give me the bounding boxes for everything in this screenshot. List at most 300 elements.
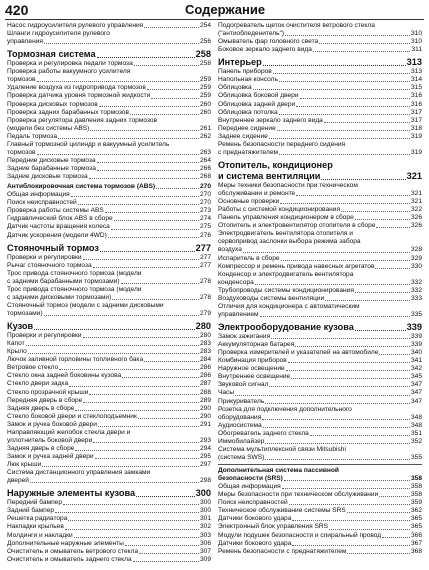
toc-entry [218,398,422,406]
dot-leader [269,138,410,139]
entry-page: 365 [410,515,422,523]
toc-entry [7,302,211,310]
dot-leader [71,196,199,197]
toc-entry-continuation [218,149,422,157]
entry-page: 274 [199,215,211,223]
toc-entry [218,182,422,190]
entry-text: Замок и ручка боковой двери [7,420,97,428]
entry-page: 333 [410,294,422,302]
dot-leader [253,89,410,90]
toc-entry-continuation [218,246,422,254]
toc-entry [218,117,422,125]
dot-leader [59,369,199,370]
entry-text: Проверки и регулировки [7,253,82,261]
entry-page: 279 [199,310,211,317]
toc-entry [7,68,211,76]
entry-text: управлением [218,310,259,318]
entry-text: Стекло окна задней боковины кузова [7,372,122,380]
entry-text: Прикуриватель [218,397,265,405]
entry-page: 286 [199,364,211,372]
entry-text: Молдинги и накладки [7,531,73,539]
entry-text: Очиститель и омыватель заднего стекла [7,555,132,563]
toc-entry [7,515,211,523]
dot-leader [325,300,410,301]
dot-leader [296,106,410,107]
dot-leader [277,130,410,131]
dot-leader [93,267,199,268]
toc-entry [218,206,422,214]
subsection-heading [7,183,211,191]
entry-text: Поиск неисправностей [7,199,77,207]
entry-text: Переднее сидение [218,124,276,132]
entry-page: 293 [199,436,211,444]
entry-text: Компрессор и ремень привода навесных агрегатов [218,262,375,270]
entry-page: 273 [199,207,211,215]
toc-entry [218,406,422,414]
toc-left-column [7,22,211,564]
section-title-line: Отопитель, кондиционер [218,159,333,170]
entry-text: Розетка для подключения дополнительного [218,405,352,413]
toc-entry [7,215,211,223]
dot-leader [292,545,410,546]
entry-text: Проверка регулятора давления задних тормозов [7,116,158,124]
entry-page: 259 [199,84,211,92]
entry-page: 311 [411,46,422,54]
dot-leader [347,553,410,554]
dot-leader [300,98,410,99]
entry-text: Удаление воздуха из гидропривода тормозов [7,84,146,92]
dot-leader [263,427,410,428]
dot-leader [313,51,411,52]
entry-text: Трубопроводы системы кондиционирования [218,286,354,294]
entry-text: Основные проверки [218,198,280,206]
dot-leader [28,353,199,354]
entry-text: Гидравлический блок ABS в сборе [7,215,113,223]
toc-entry-continuation [7,310,211,318]
entry-text: Общая информация [218,483,281,491]
toc-entry [218,357,422,365]
entry-text: воздуха [218,246,242,254]
section-page: 339 [406,322,422,332]
dot-leader [269,386,410,387]
entry-text: тормозов [7,148,36,156]
section-heading [7,321,211,332]
toc-entry [218,523,422,531]
dot-leader [133,561,199,562]
dot-leader [93,442,199,443]
toc-entry [218,438,422,446]
toc-entry [218,540,422,548]
toc-entry [7,262,211,270]
entry-text: с преднатяжителем [218,148,279,156]
dot-leader [83,259,199,260]
dot-leader [111,229,199,230]
entry-page: 347 [410,397,422,405]
dot-leader [37,154,199,155]
entry-text: Дополнительные наружные элементы [7,539,124,547]
dot-leader [355,292,410,293]
entry-text: Замок зажигания [218,333,271,340]
toc-entry-continuation [7,477,211,485]
dot-leader [75,410,199,411]
entry-page: 366 [410,531,422,539]
toc-entry [218,22,422,30]
entry-page: 362 [410,507,422,515]
toc-entry [218,295,422,303]
section-page: 277 [195,242,211,253]
entry-page: 307 [199,547,211,555]
entry-text: Звуковой сигнал [218,381,269,389]
entry-page: 342 [410,365,422,373]
entry-page: 283 [199,340,211,348]
entry-page: 289 [199,396,211,404]
toc-entry [218,381,422,389]
entry-text: конденсора [218,278,254,286]
toc-entry [218,365,422,373]
entry-page: 326 [410,214,422,222]
dot-leader [151,98,199,99]
toc-entry [7,286,211,294]
dot-leader [296,195,410,196]
dot-leader [89,178,199,179]
toc-entry [7,556,211,564]
toc-entry-continuation [218,414,422,422]
toc-entry [7,397,211,405]
dot-leader [26,345,199,346]
section-title: Наружные элементы кузова [7,488,136,499]
entry-text: Передняя дверь в сборе [7,396,83,404]
entry-page: 259 [199,76,211,84]
toc-entry-continuation [7,294,211,302]
entry-text: Ветровое стекло [7,364,59,372]
entry-text: Ремень безопасности с преднатяжителем [218,547,347,555]
entry-text: Внутреннее освещение [218,373,291,381]
entry-page: 290 [199,404,211,412]
entry-text: Панель приборов [218,68,272,76]
entry-text: Омыватель фар головного света [218,38,319,46]
entry-page: 367 [410,539,422,547]
entry-page: 348 [410,413,422,421]
toc-entry [7,372,211,380]
dot-leader [291,378,410,379]
dot-leader [112,299,199,300]
section-heading [7,49,211,60]
dot-leader [265,403,410,404]
dot-leader [295,346,410,347]
subsection-heading [218,467,422,483]
toc-entry [7,173,211,181]
dot-leader [292,520,410,521]
entry-text: Иммобилайзер [218,437,265,445]
entry-text: Наружное освещение [218,365,285,373]
entry-page: 347 [410,381,422,389]
toc-entry-continuation [218,279,422,287]
entry-text: Внутреннее зеркало заднего вида [218,116,323,124]
entry-text: Задняя дверь в сборе [7,404,75,412]
dot-leader [347,512,410,513]
entry-text: Крыло [7,348,27,356]
dot-leader [114,220,199,221]
dot-leader [271,338,410,339]
entry-text: Облицовка задней двери [218,100,296,108]
entry-text: Меры техники безопасности при техническом [218,181,358,189]
entry-page: 319 [410,132,422,140]
dot-leader [75,450,199,451]
toc-entry [218,303,422,311]
dot-leader [97,162,199,163]
entry-text: Часы [218,389,235,397]
entry-text: Работы с системой кондиционирования [218,206,341,214]
entry-text: Техническое обслуживание системы SRS [218,507,346,515]
entry-text: Испаритель в сборе [218,254,280,262]
dot-leader [144,27,199,28]
entry-page: 278 [199,277,211,285]
dot-leader [273,73,410,74]
entry-page: 330 [410,262,422,270]
dot-leader [125,545,199,546]
entry-text: тормозов [7,76,36,84]
entry-page: 332 [410,278,422,286]
entry-text: Проверка дисковых тормозов [7,100,98,108]
toc-entry [7,30,211,38]
entry-text: Трос привода стояночного тормоза (модели [7,269,142,277]
entry-page: 298 [199,477,211,485]
toc-entry [218,198,422,206]
entry-page: 300 [199,507,211,515]
entry-page: 280 [199,332,211,340]
toc-entry [7,429,211,437]
dot-leader [136,496,195,497]
entry-text: Общая информация [7,191,70,199]
dot-leader [100,251,195,252]
entry-page: 316 [410,92,422,100]
toc-entry [218,389,422,397]
entry-text: Датчики бокового удара [218,539,292,547]
entry-page: 277 [199,261,211,269]
toc-entry [7,453,211,461]
dot-leader [90,130,199,131]
entry-page: 351 [410,429,422,437]
subsection-page: 358 [410,475,422,483]
entry-text: Проверка и регулировка педали тормоза [7,60,133,68]
toc-entry [7,380,211,388]
dot-leader [69,386,199,387]
entry-page: 309 [199,555,211,563]
dot-leader [341,211,410,212]
toc-entry [7,507,211,515]
toc-entry [7,109,211,117]
entry-page: 359 [410,499,422,507]
entry-page: 258 [199,60,211,68]
section-page: 300 [195,488,211,499]
entry-page: 254 [199,22,211,29]
entry-page: 319 [410,148,422,156]
dot-leader [74,537,199,538]
toc-entry [7,389,211,397]
dot-leader [279,114,410,115]
toc-entry-continuation [218,454,422,462]
subsection-page: 270 [199,183,211,191]
entry-text: Шланги гидроусилителя рулевого [7,30,110,38]
entry-text: Электронный блок управления SRS [218,523,329,531]
dot-leader [122,377,199,378]
toc-entry [218,333,422,341]
entry-page: 303 [199,531,211,539]
dot-leader [382,537,410,538]
dot-leader [156,188,199,189]
subsection-title-tail [218,475,422,483]
dot-leader [243,252,410,253]
section-page: 313 [406,57,422,68]
entry-page: 310 [410,30,422,38]
dot-leader [134,65,199,66]
entry-page: 335 [410,310,422,318]
dot-leader [265,443,410,444]
toc-entry [7,469,211,477]
entry-page: 302 [199,523,211,531]
toc-entry [7,421,211,429]
entry-text: Меры безопасности при техническом обслуживании [218,491,379,499]
toc-entry [7,405,211,413]
entry-text: Облицовка боковой двери [218,92,299,100]
section-title-tail [218,171,422,182]
toc-entry [7,22,211,30]
entry-text: (модели без системы ABS) [7,124,90,132]
entry-text: Боковое зеркало заднего вида [218,46,312,54]
toc-entry [218,92,422,100]
toc-entry [7,540,211,548]
toc-entry [7,332,211,340]
dot-leader [376,227,410,228]
section-title-line: и система вентиляции [218,170,321,181]
entry-page: 295 [199,453,211,460]
section-title: Тормозная система [7,49,96,60]
dot-leader [355,330,406,331]
toc-entry [7,413,211,421]
toc-entry [218,430,422,438]
section-divider [218,464,422,465]
entry-page: 270 [199,199,211,207]
entry-page: 270 [199,191,211,199]
entry-page: 263 [199,148,211,156]
toc-entry [7,117,211,125]
toc-entry [7,254,211,262]
toc-entry [218,271,422,279]
entry-page: 260 [199,108,211,116]
dot-leader [83,402,199,403]
entry-page: 339 [410,333,422,340]
entry-text: Стояночный тормоз (модели с задними дисковыми [7,301,164,309]
toc-entry [218,101,422,109]
section-heading [218,160,422,182]
entry-text: Поиск неисправностей [218,499,288,507]
dot-leader [379,354,410,355]
entry-page: 283 [199,348,211,356]
dot-leader [99,106,199,107]
dot-leader [279,154,410,155]
entry-page: 317 [410,108,422,116]
toc-entry-continuation [7,437,211,445]
toc-entry [218,483,422,491]
entry-text: Передние дисковые тормоза [7,156,96,164]
dot-leader [65,529,199,530]
dot-leader [78,204,199,205]
dot-leader [288,362,410,363]
entry-page: 286 [199,372,211,380]
toc-entry [7,523,211,531]
entry-page: 348 [410,421,422,429]
toc-entry [218,446,422,454]
entry-page: 287 [199,380,211,388]
dot-leader [98,426,199,427]
dot-leader [58,138,199,139]
entry-page: 278 [199,293,211,301]
dot-leader [262,419,410,420]
entry-page: 259 [199,92,211,100]
entry-page: 262 [199,132,211,140]
dot-leader [97,170,199,171]
entry-text: Аккумуляторная батарея [218,341,295,349]
entry-text: Задний бампер [7,507,55,515]
dot-leader [379,496,410,497]
entry-text: Конденсор и электродвигатель вентилятора [218,270,354,278]
dot-leader [321,179,405,180]
dot-leader [147,89,199,90]
dot-leader [89,394,199,395]
section-title: Стояночный тормоз [7,242,99,253]
dot-leader [260,316,410,317]
dot-leader [355,219,410,220]
entry-text: Передний бампер [7,499,63,507]
dot-leader [310,435,410,436]
entry-page: 310 [410,38,422,46]
entry-page: 300 [199,499,211,507]
entry-text: Накладки крыльев [7,523,64,531]
dot-leader [286,370,410,371]
entry-text: обслуживании и ремонте [218,190,296,197]
dot-leader [329,529,410,530]
entry-text: сервопривод заслонки выбора режима забора [218,238,361,246]
toc-entry [218,532,422,540]
toc-entry [7,92,211,100]
entry-text: Насос гидроусилителя рулевого управления [7,22,144,29]
entry-text: Подогреватель щеток очистителя ветрового стекла [218,22,375,29]
toc-entry-continuation [218,30,422,38]
entry-text: Аудиосистема [218,421,262,429]
entry-text: с задними барабанными тормозами) [7,277,120,285]
entry-page: 341 [410,357,422,365]
dot-leader [375,268,410,269]
toc-entry-continuation [7,38,211,46]
entry-page: 355 [410,453,422,461]
subsection-title-line: безопасности (SRS) [218,475,283,483]
toc-entry [218,263,422,271]
dot-leader [285,35,410,36]
toc-entry [218,68,422,76]
dot-leader [68,520,199,521]
header-rule [5,19,424,20]
toc-entry-continuation [7,149,211,157]
entry-page: 284 [199,356,211,364]
entry-text: Главный тормозной цилиндр и вакуумный усилитель [7,140,170,148]
dot-leader [265,459,410,460]
entry-text: Датчики бокового удара [218,515,292,523]
toc-entry [7,133,211,141]
entry-text: Замок и ручка задней двери [7,453,94,460]
entry-text: Стекло прозрачной крыши [7,388,89,396]
entry-page: 340 [410,349,422,357]
entry-page: 328 [410,246,422,254]
